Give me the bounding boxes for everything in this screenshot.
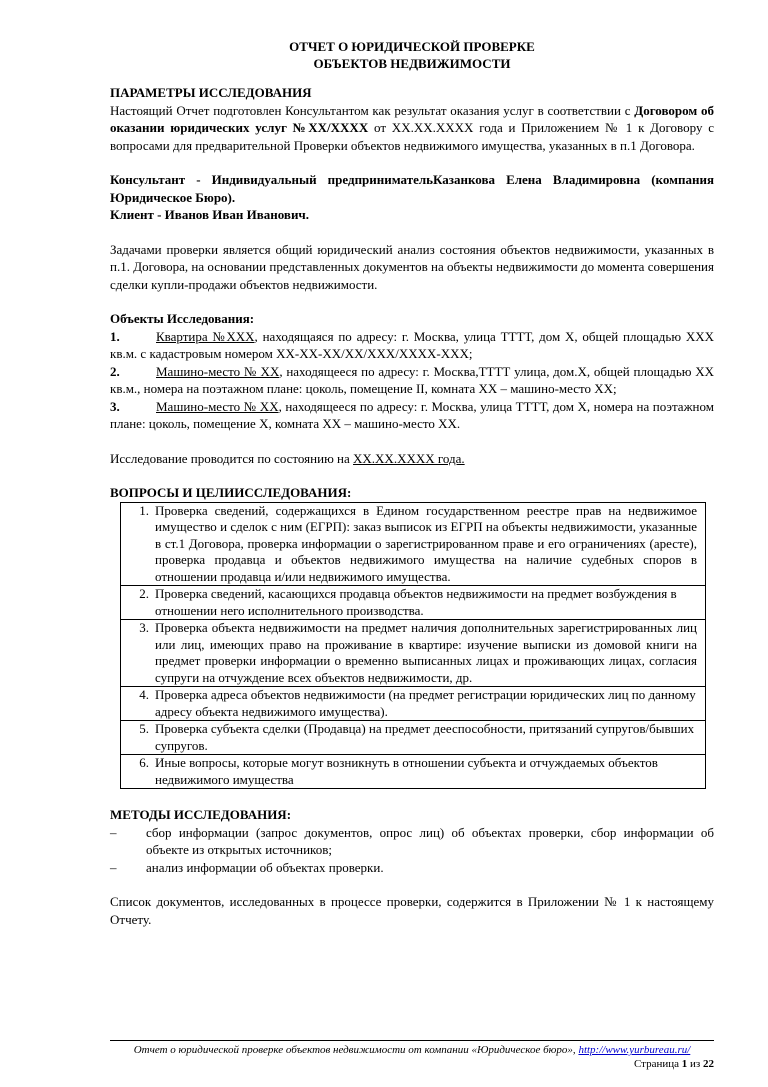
params-heading: ПАРАМЕТРЫ ИССЛЕДОВАНИЯ xyxy=(110,85,312,100)
closing-text: Список документов, исследованных в процессе проверки, содержится в Приложении № 1 к настоящему Отчету. xyxy=(110,894,714,927)
page-current: 1 xyxy=(681,1058,688,1070)
question-text: Проверка субъекта сделки (Продавца) на предмет дееспособности, притязаний супругов/бывших супругов. xyxy=(155,721,706,755)
table-row xyxy=(121,620,706,687)
question-number: 1. xyxy=(121,502,156,586)
table-row xyxy=(121,586,706,620)
tasks-text: Задачами проверки является общий юридический анализ состояния объектов недвижимости, указанных в п.1. Договора, на основании представленных документов на объекты недвижимости до момента совершения сделки купли-продажи объектов недвижимости. xyxy=(110,241,714,292)
page-of: из xyxy=(687,1058,703,1070)
object-number: 3. xyxy=(110,398,120,414)
objects-heading: Объекты Исследования: xyxy=(110,311,255,326)
dash-marker: – xyxy=(110,859,117,875)
page-number xyxy=(110,1057,714,1071)
footer-link[interactable]: http://www.yurbureau.ru/ xyxy=(578,1044,691,1056)
table-row xyxy=(121,502,706,586)
question-number: 2. xyxy=(121,586,156,620)
object-item xyxy=(110,363,714,398)
params-text xyxy=(110,102,714,155)
params-text-b: от XX.XX.XXXX года и Приложением № 1 к Договору с вопросами для предварительной Проверки объектов недвижимого имущества, указанных в п.1 Договора. xyxy=(110,120,714,153)
title-line-1: ОТЧЕТ О ЮРИДИЧЕСКОЙ ПРОВЕРКЕ xyxy=(289,39,535,54)
question-number: 4. xyxy=(121,687,156,721)
footer-text: Отчет о юридической проверке объектов недвижимости от компании «Юридическое бюро», xyxy=(133,1044,579,1056)
client-line: Клиент - Иванов Иван Иванович. xyxy=(110,207,310,222)
footer-line xyxy=(110,1043,714,1057)
object-link[interactable]: Машино-место № XX xyxy=(156,363,280,379)
table-row xyxy=(121,721,706,755)
question-text: Проверка адреса объектов недвижимости (на предмет регистрации юридических лиц по данному адресу объекта недвижимого имущества). xyxy=(155,687,706,721)
object-item xyxy=(110,328,714,363)
state-date[interactable]: XX.XX.XXXX года. xyxy=(353,450,465,466)
document-title xyxy=(110,38,714,72)
methods-heading: МЕТОДЫ ИССЛЕДОВАНИЯ: xyxy=(110,807,292,822)
dash-marker: – xyxy=(110,824,117,840)
table-row xyxy=(121,755,706,789)
list-item xyxy=(110,824,714,859)
method-text: анализ информации об объектах проверки. xyxy=(146,859,384,875)
page-footer xyxy=(110,1040,714,1071)
state-line xyxy=(110,450,714,468)
list-item xyxy=(110,859,714,877)
question-number: 5. xyxy=(121,721,156,755)
object-link[interactable]: Машино-место № XX xyxy=(156,398,279,414)
question-text: Проверка сведений, касающихся продавца объектов недвижимости на предмет возбуждения в отношении него исполнительного производства. xyxy=(155,586,706,620)
page-total: 22 xyxy=(703,1058,714,1070)
question-number: 6. xyxy=(121,755,156,789)
object-number: 1. xyxy=(110,328,120,344)
object-text: , находящееся по адресу: г. Москва,ТТТТ улица, дом.Х, общей площадью XX кв.м., номера на поэтажном плане: цоколь, помещение II, комната XX – машино-место XX; xyxy=(110,363,714,396)
title-line-2: ОБЪЕКТОВ НЕДВИЖИМОСТИ xyxy=(313,56,511,71)
object-text: , находящаяся по адресу: г. Москва, улица ТТТТ, дом Х, общей площадью XXX кв.м. с кадастровым номером XX-XX-XX/XX/XXX/XXXX-XXX; xyxy=(110,328,714,361)
question-text: Проверка объекта недвижимости на предмет наличия дополнительных зарегистрированных лиц или лиц, имеющих право на проживание в квартире: изучение выписки из домовой книги на предмет проверки информации о временно выписанных лицах и проживающих лицах, согласия супруги на отчуждение всех объектов недвижимости, др. xyxy=(155,620,706,687)
question-text: Проверка сведений, содержащихся в Едином государственном реестре прав на недвижимое имущество и сделок с ним (ЕГРП): заказ выписок из ЕГРП на объекты недвижимости, указанные в ст.1 Договора, проверка информации о зарегистрированном праве и его ограничениях (аресте), проверка продавца и объектов недвижимого имущества на наличие судебных споров в отношении продавца и/или недвижимого имущества. xyxy=(155,502,706,586)
consultant-line: Консультант - Индивидуальный предпринимательКазанкова Елена Владимировна (компания Юридическое Бюро). xyxy=(110,172,714,205)
object-item xyxy=(110,398,714,433)
state-text: Исследование проводится по состоянию на xyxy=(110,450,354,466)
questions-table xyxy=(120,502,706,790)
questions-heading: ВОПРОСЫ И ЦЕЛИИССЛЕДОВАНИЯ: xyxy=(110,485,352,500)
page-label: Страница xyxy=(633,1058,682,1070)
contract-reference: Договором об оказании юридических услуг №XX/XXXX xyxy=(110,102,715,135)
object-number: 2. xyxy=(110,363,120,379)
params-text-a: Настоящий Отчет подготовлен Консультантом как результат оказания услуг в соответствии с xyxy=(110,102,631,118)
table-row xyxy=(121,687,706,721)
question-text: Иные вопросы, которые могут возникнуть в отношении субъекта и отчуждаемых объектов недвижимого имущества xyxy=(155,755,706,789)
object-text: , находящееся по адресу: г. Москва, улица ТТТТ, дом Х, номера на поэтажном плане: цоколь, помещение Х, комната XX – машино-место XX. xyxy=(110,398,714,431)
question-number: 3. xyxy=(121,620,156,687)
method-text: сбор информации (запрос документов, опрос лиц) об объектах проверки, сбор информации об объекте из открытых источников; xyxy=(146,824,714,857)
document-page xyxy=(110,38,714,928)
object-link[interactable]: Квартира №XXX xyxy=(156,328,255,344)
